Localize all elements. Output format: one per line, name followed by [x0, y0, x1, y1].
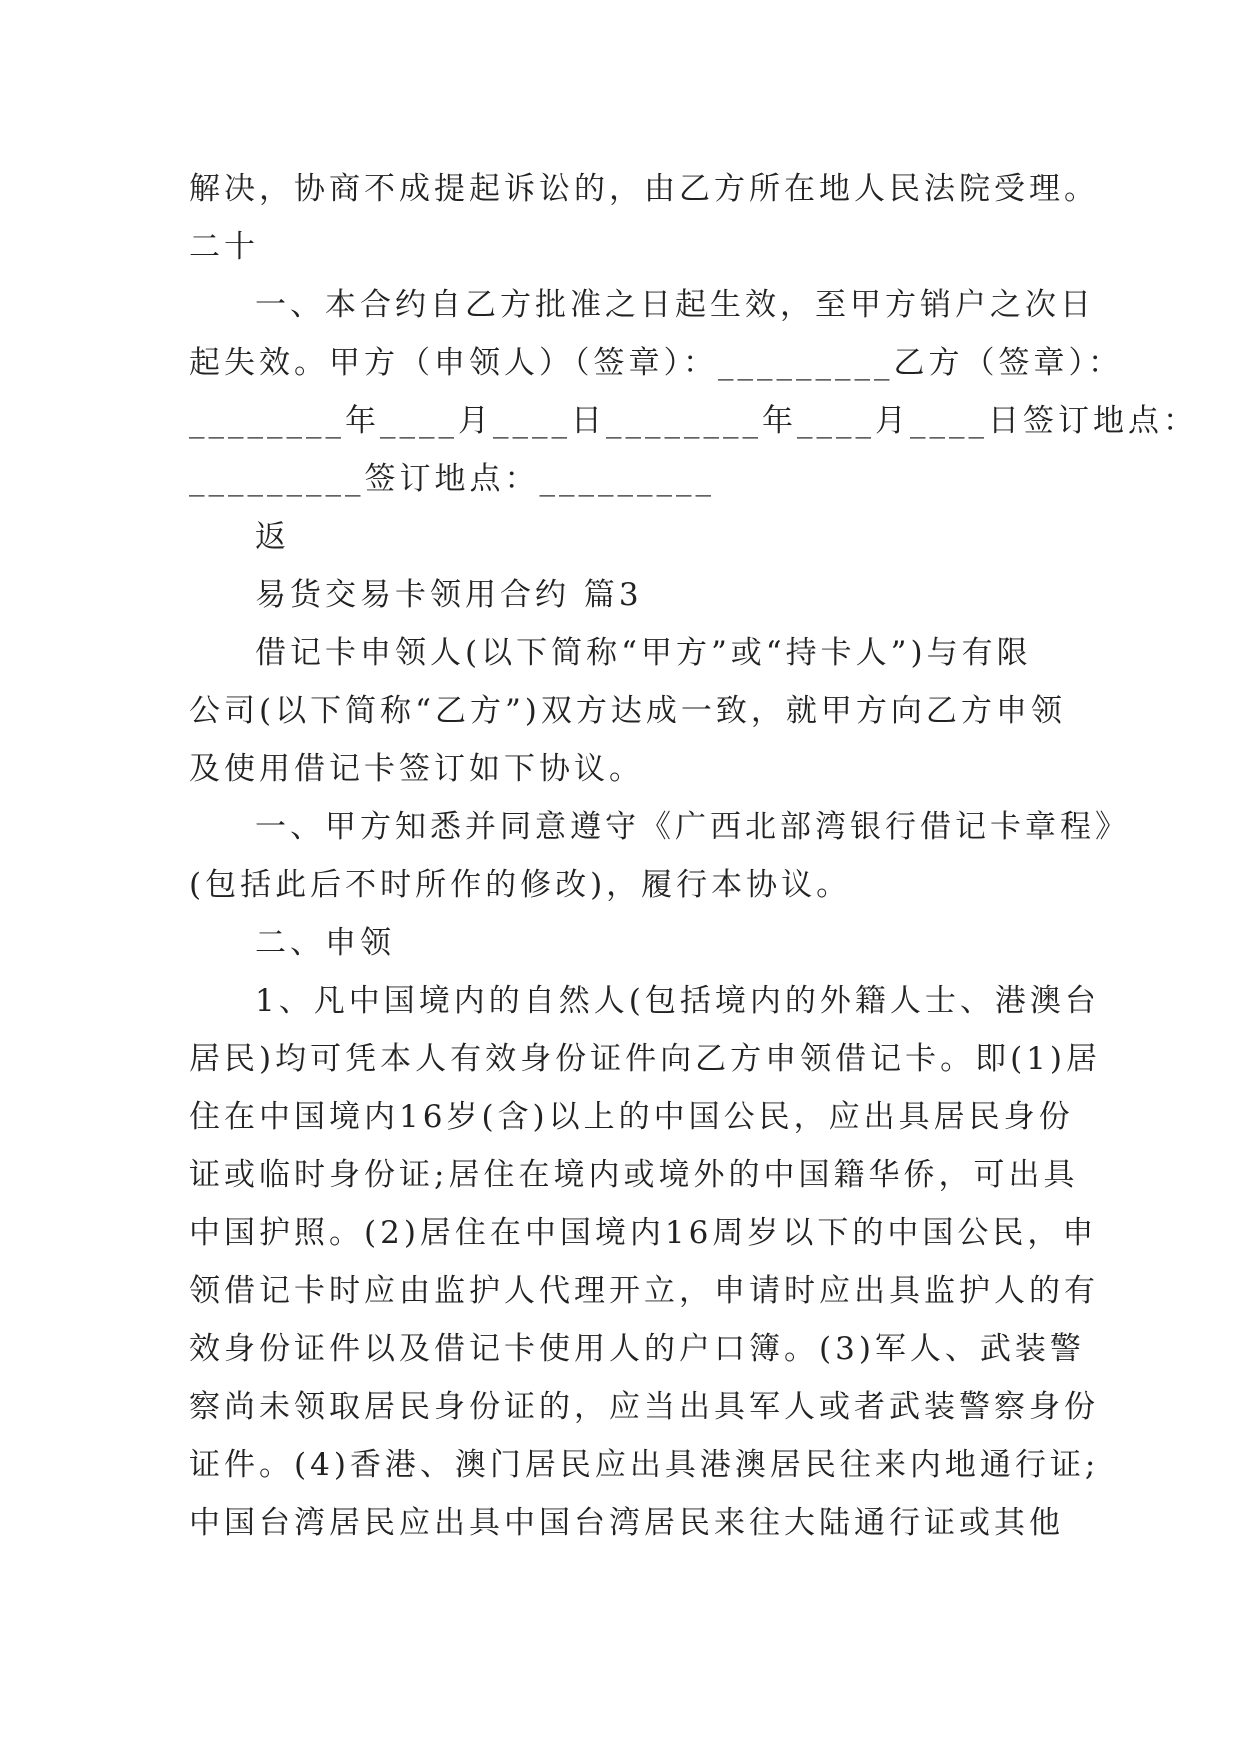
text-line: 一、本合约自乙方批准之日起生效，至甲方销户之次日: [255, 287, 1095, 323]
text-line: 中国护照。(2)居住在中国境内16周岁以下的中国公民，申: [189, 1215, 1098, 1251]
text-line: 住在中国境内16岁(含)以上的中国公民，应出具居民身份: [189, 1099, 1074, 1135]
text-line: (包括此后不时所作的修改)，履行本协议。: [189, 867, 852, 903]
text-line: 借记卡申领人(以下简称“甲方”或“持卡人”)与有限: [255, 635, 1032, 671]
text-line: 解决，协商不成提起诉讼的，由乙方所在地人民法院受理。: [189, 171, 1099, 207]
clause-heading: 二、申领: [255, 925, 395, 961]
text-line: 察尚未领取居民身份证的，应当出具军人或者武装警察身份: [189, 1389, 1099, 1425]
text-line: 领借记卡时应由监护人代理开立，申请时应出具监护人的有: [189, 1273, 1099, 1309]
signing-place-line: _________签订地点：_________: [189, 461, 715, 497]
date-line: ________年____月____日________年____月____日签订地点：: [189, 403, 1198, 439]
text-line: 一、甲方知悉并同意遵守《广西北部湾银行借记卡章程》: [255, 809, 1130, 845]
text-line: 1、凡中国境内的自然人(包括境内的外籍人士、港澳台: [255, 983, 1100, 1019]
signature-line: 起失效。甲方（申领人）（签章）：_________乙方（签章）：: [189, 345, 1123, 381]
text-line: 中国台湾居民应出具中国台湾居民来往大陆通行证或其他: [189, 1505, 1064, 1541]
text-line: 效身份证件以及借记卡使用人的户口簿。(3)军人、武装警: [189, 1331, 1085, 1367]
text-line: 公司(以下简称“乙方”)双方达成一致，就甲方向乙方申领: [189, 693, 1066, 729]
text-line: 证或临时身份证;居住在境内或境外的中国籍华侨，可出具: [189, 1157, 1079, 1193]
document-body: [189, 160, 1198, 1552]
text-line: 返: [255, 519, 290, 555]
section-number: 二十: [189, 229, 259, 265]
text-line: 及使用借记卡签订如下协议。: [189, 751, 644, 787]
text-line: 居民)均可凭本人有效身份证件向乙方申领借记卡。即(1)居: [189, 1041, 1102, 1077]
section-heading: 易货交易卡领用合约 篇3: [255, 577, 643, 613]
text-line: 证件。(4)香港、澳门居民应出具港澳居民往来内地通行证;: [189, 1447, 1100, 1483]
